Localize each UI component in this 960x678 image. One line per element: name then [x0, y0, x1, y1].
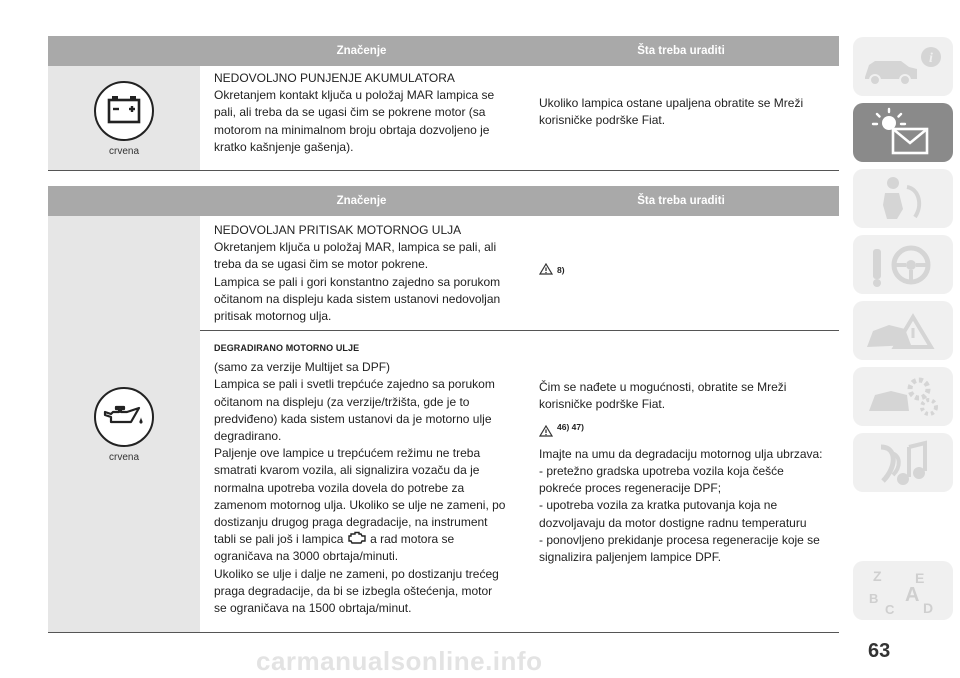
meaning-line: očitanom na displeju (za verzije/tržišta, gde je to [214, 394, 470, 409]
page-number: 63 [868, 640, 891, 662]
meaning-title: NEDOVOLJAN PRITISAK MOTORNOG ULJA [214, 223, 462, 237]
meaning-line: pritisak motornog ulja. [214, 309, 332, 324]
sidebar-tab-car-info[interactable] [853, 37, 953, 96]
breakdown-icon [853, 301, 953, 360]
meaning-line-inline [214, 531, 523, 548]
meaning-title: NEDOVOLJNO PUNJENJE AKUMULATORA [214, 71, 455, 85]
meaning-line: praga degradacije, da bi se izbegla oštećenja, motor [214, 583, 493, 598]
meaning-line: Lampica se pali i gori konstantno zajedno sa porukom [214, 274, 501, 289]
meaning-line: (samo za verzije Multijet sa DPF) [214, 360, 391, 375]
meaning-line: Okretanjem ključa u položaj MAR, lampica se pali, ali [214, 240, 497, 255]
warning-lights-icon [853, 103, 953, 162]
meaning-line: kratko kašnjenje gašenja). [214, 139, 354, 154]
action-line: Ukoliko lampica ostane upaljena obratite se Mreži [539, 96, 804, 110]
index-letter: C [885, 602, 895, 617]
action-line: korisničke podrške Fiat. [539, 113, 666, 128]
steering-wheel-icon [853, 235, 953, 294]
warning-light-cell [48, 66, 200, 170]
action-line: Imajte na umu da degradaciju motornog ulja ubrzava: [539, 446, 823, 461]
sidebar-tab-warning-lights[interactable] [853, 103, 953, 162]
header-action: Šta treba uraditi [637, 195, 725, 207]
meaning-line: dostizanju drugog praga degradacije, na instrument [214, 515, 488, 530]
oil-can-icon [93, 386, 155, 448]
inline-text: a rad motora se [370, 532, 455, 547]
action-line: - pretežno gradska upotreba vozila koja češće [539, 464, 784, 479]
car-info-icon [853, 37, 953, 96]
engine-icon [347, 531, 367, 544]
meaning-line: Paljenje ove lampice u trepćućem režimu ne treba [214, 446, 481, 461]
header-meaning: Značenje [336, 45, 387, 57]
warning-triangle-icon [539, 263, 553, 275]
sidebar-tab-multimedia[interactable] [853, 433, 953, 492]
meaning-title: DEGRADIRANO MOTORNO ULJE [214, 343, 360, 353]
meaning-line: se ograničava na 1500 obrtaja/minut. [214, 601, 412, 616]
svg-text:i: i [929, 51, 933, 66]
index-letters-icon [853, 561, 953, 620]
meaning-line: Okretanjem kontakt ključa u položaj MAR lampica se [214, 88, 495, 103]
action-line: - ponovljeno prekidanje procesa regeneracije koje se [539, 532, 820, 547]
sidebar-tab-safety[interactable] [853, 169, 953, 228]
action-line: pokreće proces regeneracije DPF; [539, 481, 722, 496]
meaning-line: Lampica se pali i svetli trepćuće zajedno sa porukom [214, 377, 495, 392]
action-line: signalizira paljenjem lampice DPF. [539, 550, 722, 565]
warning-ref-text: 46) 47) [557, 422, 584, 433]
table-header [48, 36, 839, 66]
battery-icon [93, 80, 155, 142]
color-label: crvena [108, 451, 139, 463]
warning-reference [539, 419, 584, 436]
table-header [48, 186, 839, 216]
sidebar-tab-index[interactable] [853, 561, 953, 620]
warning-ref-text: 8) [557, 265, 565, 275]
warning-triangle-icon [539, 425, 553, 437]
sidebar-tab-driving[interactable] [853, 235, 953, 294]
action-line: dozvoljavaju da motor dostigne radnu temperaturu [539, 515, 807, 530]
multimedia-icon [853, 433, 953, 492]
index-letter: Z [873, 568, 882, 584]
watermark: carmanualsonline.info [256, 646, 543, 676]
meaning-line: očitanom na displeju kada sistem ustanovi nedovoljan [214, 291, 501, 306]
action-line: Čim se nađete u mogućnosti, obratite se Mreži [539, 380, 787, 394]
index-letter: E [915, 570, 925, 586]
safety-airbag-icon [853, 169, 953, 228]
index-letter: D [923, 600, 934, 616]
meaning-line: ograničava na 3000 obrtaja/minuti. [214, 549, 399, 564]
meaning-line: normalna upotreba vozila dovela do potrebe za [214, 480, 465, 495]
meaning-line: predviđeno) kada sistem ustanovi da je motorno ulje [214, 411, 492, 426]
inline-text: tabli se pali još i lampica [214, 532, 344, 547]
header-meaning: Značenje [336, 195, 387, 207]
table-oil [48, 186, 839, 633]
header-action: Šta treba uraditi [637, 45, 725, 57]
sidebar-tab-maintenance[interactable] [853, 367, 953, 426]
meaning-line: degradirano. [214, 429, 282, 444]
action-line: korisničke podrške Fiat. [539, 397, 666, 412]
meaning-line: pali, ali treba da se ugasi čim se pokrene motor (sa [214, 105, 486, 120]
color-label: crvena [108, 145, 139, 157]
maintenance-gears-icon [853, 367, 953, 426]
sidebar-tab-emergency[interactable] [853, 301, 953, 360]
table-battery [48, 36, 839, 171]
meaning-line: zamenom motornog ulja. Ukoliko se ulje ne zameni, po [214, 497, 506, 512]
action-line: - upotreba vozila za kratka putovanja koja ne [539, 498, 778, 513]
index-letter: A [905, 584, 920, 606]
warning-reference [539, 263, 565, 275]
meaning-line: smatrati kvarom vozila, ali signalizira vozaču da je [214, 463, 480, 478]
meaning-line: treba da se ugasi čim se motor pokrene. [214, 257, 429, 272]
meaning-line: motorom na minimalnom broju obrtaja dozvoljeno je [214, 122, 490, 137]
warning-light-cell [48, 216, 200, 632]
index-letter: B [869, 591, 879, 606]
meaning-line: Ukoliko se ulje i dalje ne zameni, po dostizanju trećeg [214, 566, 499, 581]
